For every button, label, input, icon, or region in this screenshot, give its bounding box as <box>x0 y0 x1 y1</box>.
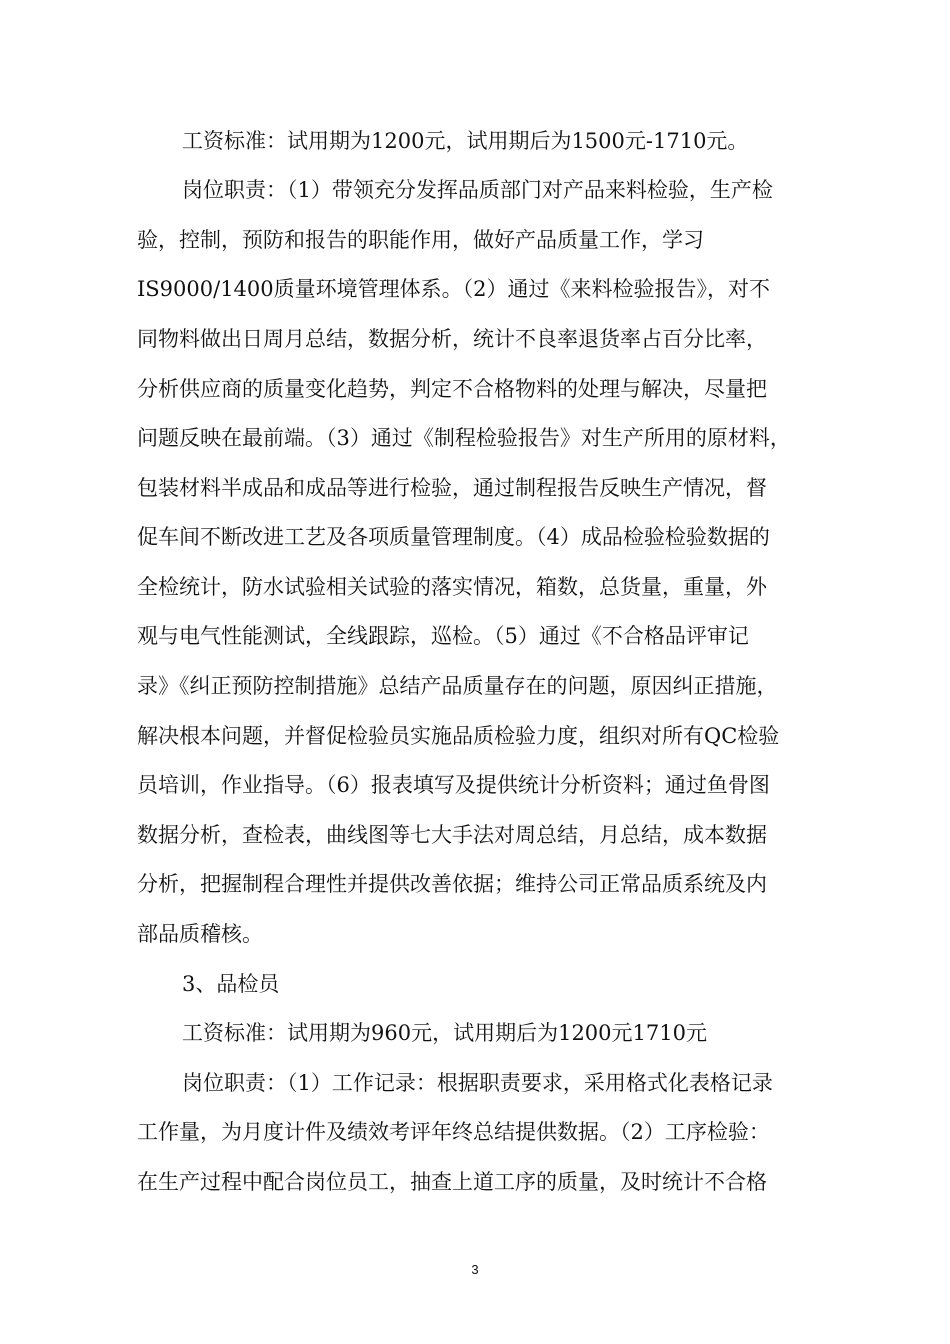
text-line: 促车间不断改进工艺及各项质量管理制度。（4）成品检验检验数据的 <box>137 525 770 549</box>
text-line: 包装材料半成品和成品等进行检验，通过制程报告反映生产情况，督 <box>137 476 767 500</box>
text-line: 部品质稽核。 <box>137 922 263 946</box>
text-line: 验，控制，预防和报告的职能作用，做好产品质量工作，学习 <box>137 228 704 252</box>
section-heading: 3、品检员 <box>182 972 280 996</box>
page-number: 3 <box>471 1262 479 1277</box>
text-line: 问题反映在最前端。（3）通过《制程检验报告》对生产所用的原材料， <box>137 426 791 450</box>
text-line: 员培训，作业指导。（6）报表填写及提供统计分析资料；通过鱼骨图 <box>137 773 770 797</box>
text-line: 录》《纠正预防控制措施》总结产品质量存在的问题，原因纠正措施， <box>137 674 778 698</box>
text-line: 全检统计，防水试验相关试验的落实情况，箱数，总货量，重量，外 <box>137 575 767 599</box>
text-line: 工作量，为月度计件及绩效考评年终总结提供数据。（2）工序检验： <box>137 1120 770 1144</box>
text-line: 工资标准：试用期为1200元，试用期后为1500元-1710元。 <box>182 129 749 153</box>
text-line: 解决根本问题，并督促检验员实施品质检验力度，组织对所有QC检验 <box>137 724 780 748</box>
text-line: 岗位职责：（1）带领充分发挥品质部门对产品来料检验，生产检 <box>182 178 773 202</box>
text-line: 观与电气性能测试，全线跟踪，巡检。（5）通过《不合格品评审记 <box>137 624 749 648</box>
text-line: 分析供应商的质量变化趋势，判定不合格物料的处理与解决，尽量把 <box>137 377 767 401</box>
text-line: 工资标准：试用期为960元，试用期后为1200元1710元 <box>182 1021 707 1045</box>
text-line: 同物料做出日周月总结，数据分析，统计不良率退货率占百分比率， <box>137 327 767 351</box>
text-line: IS9000/1400质量环境管理体系。（2）通过《来料检验报告》，对不 <box>137 277 771 301</box>
text-line: 在生产过程中配合岗位员工，抽查上道工序的质量，及时统计不合格 <box>137 1170 767 1194</box>
text-line: 分析，把握制程合理性并提供改善依据；维持公司正常品质系统及内 <box>137 872 767 896</box>
text-line: 数据分析，查检表，曲线图等七大手法对周总结，月总结，成本数据 <box>137 823 767 847</box>
text-line: 岗位职责：（1）工作记录：根据职责要求，采用格式化表格记录 <box>182 1071 773 1095</box>
